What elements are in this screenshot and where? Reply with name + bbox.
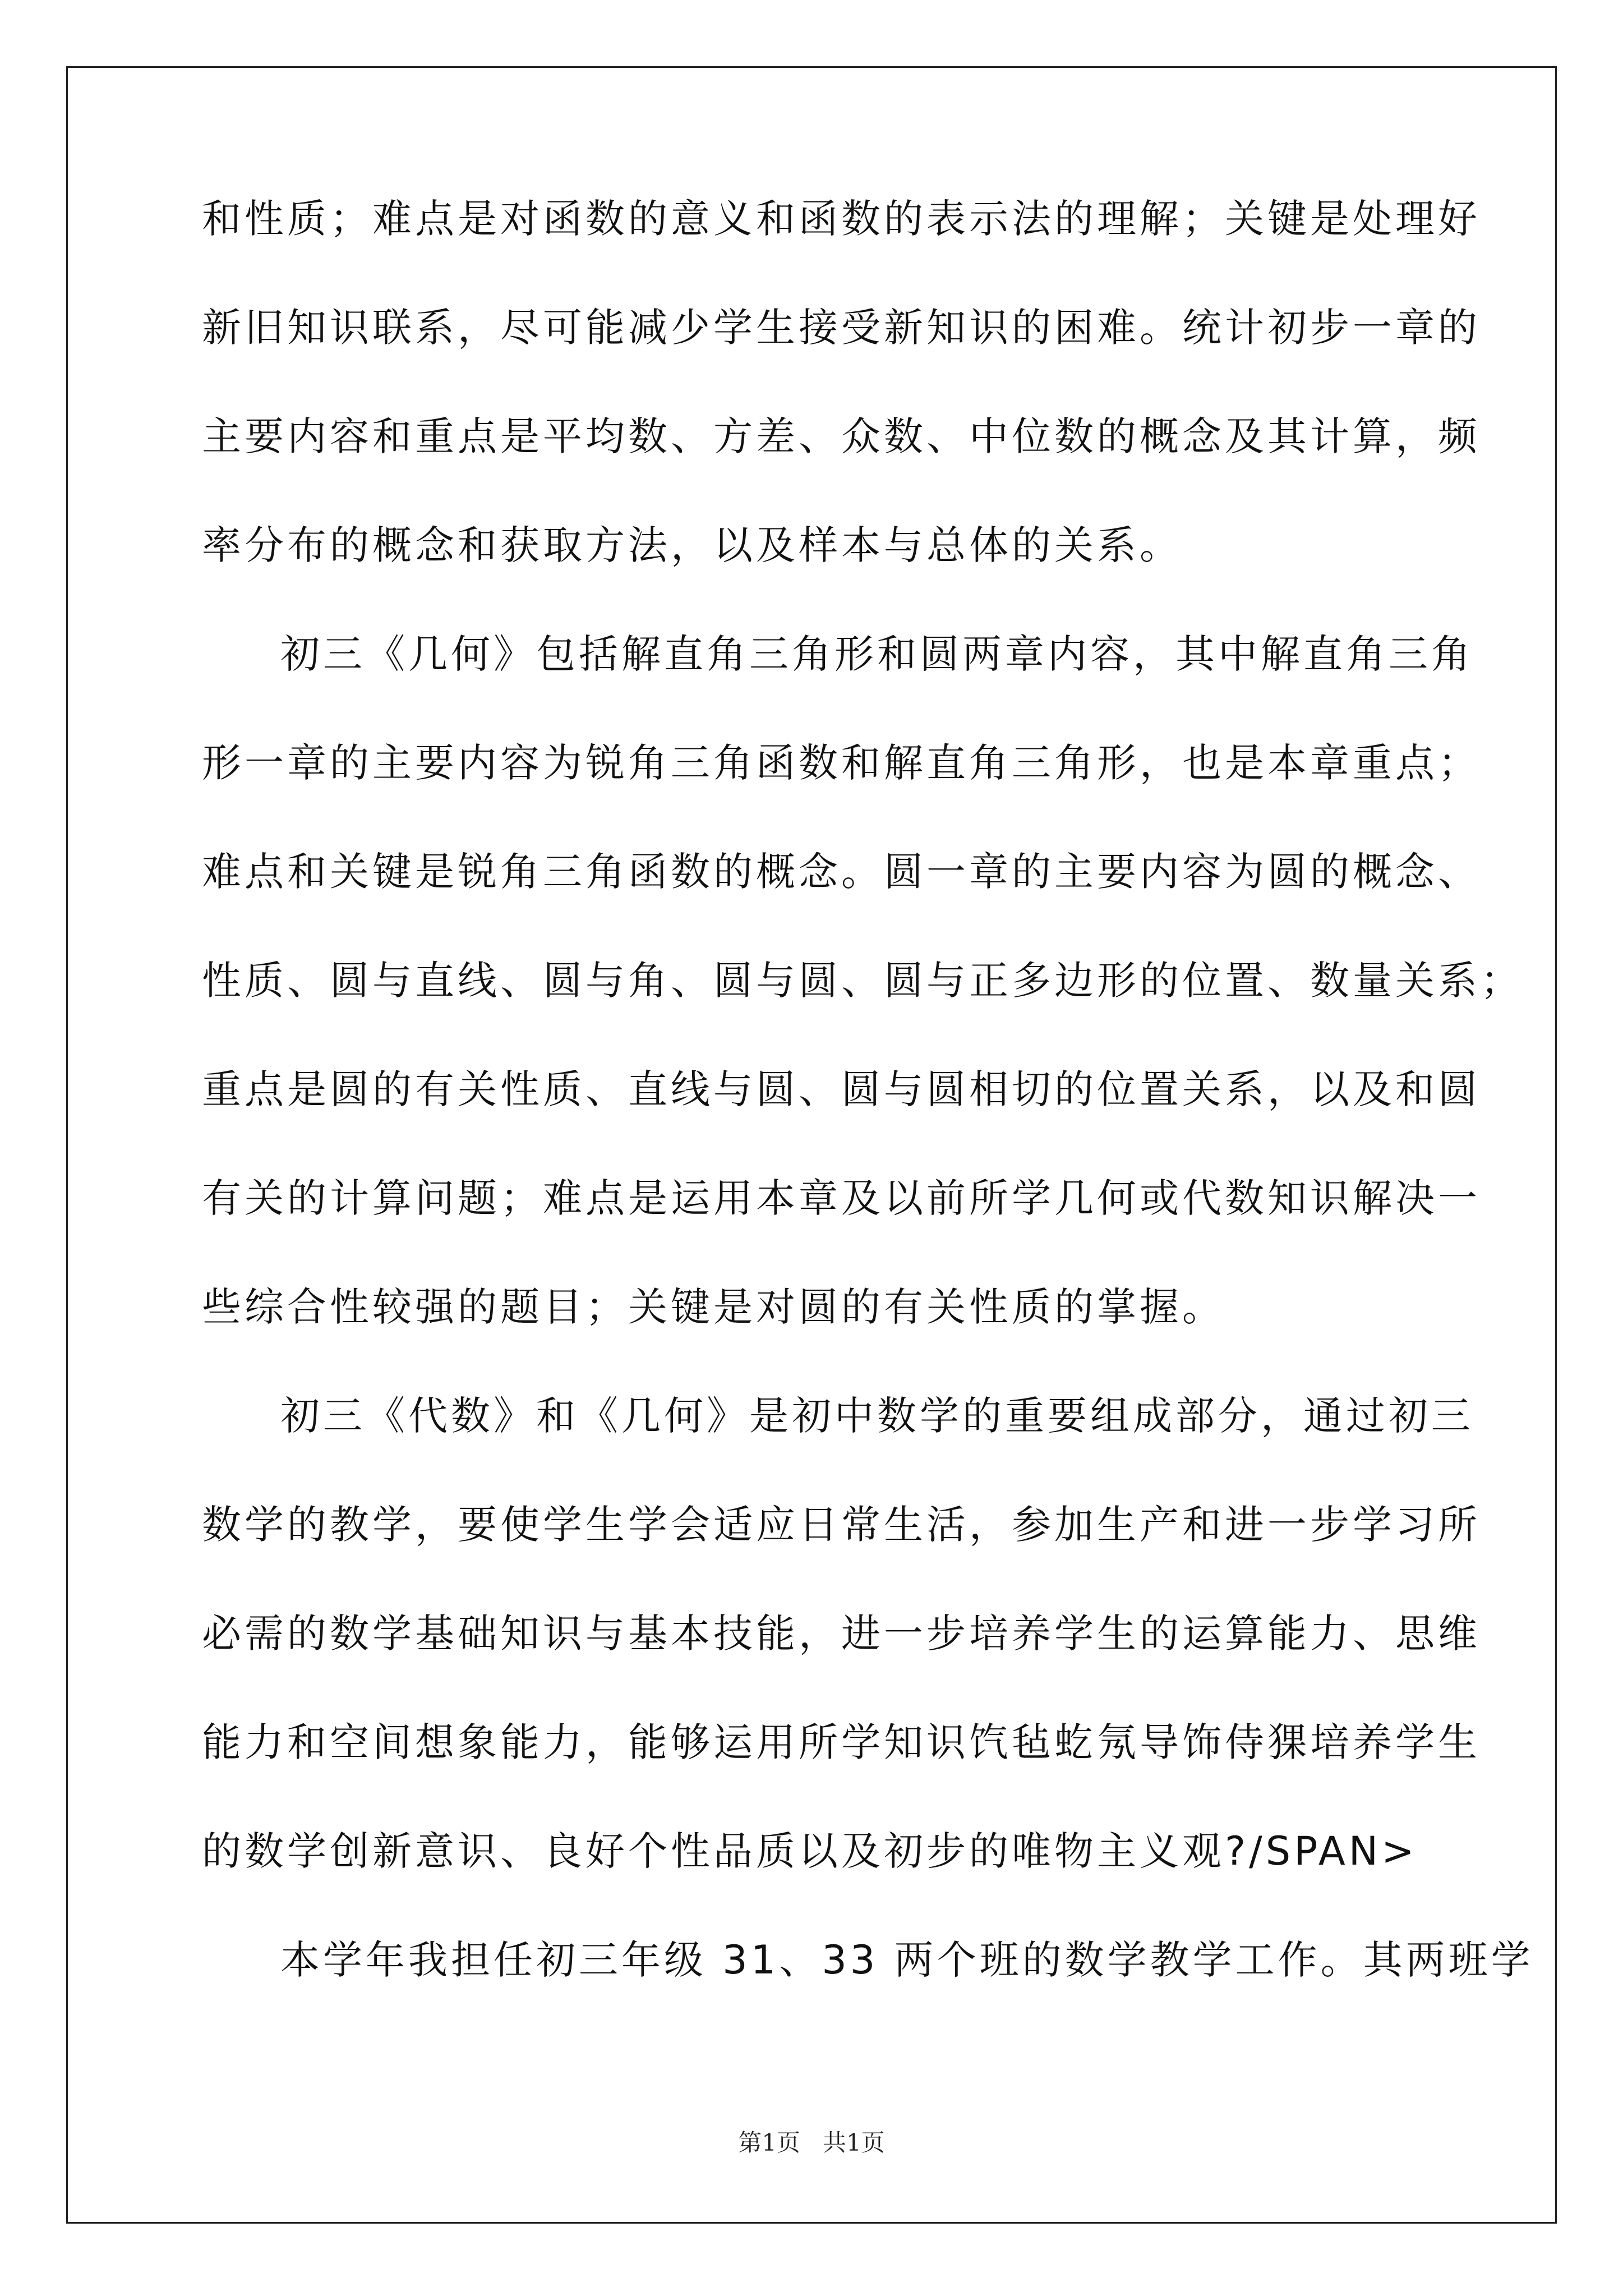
text-line: 有关的计算问题；难点是运用本章及以前所学几何或代数知识解决一 [202, 1175, 1481, 1221]
text-line: 难点和关键是锐角三角函数的概念。圆一章的主要内容为圆的概念、 [202, 849, 1481, 895]
page-number-total: 共1页 [823, 2129, 885, 2156]
text-line: 必需的数学基础知识与基本技能，进一步培养学生的运算能力、思维 [202, 1611, 1481, 1657]
paragraph-start-line: 初三《代数》和《几何》是初中数学的重要组成部分，通过初三 [280, 1393, 1474, 1439]
page-number-current: 第1页 [738, 2129, 800, 2156]
text-line: 些综合性较强的题目；关键是对圆的有关性质的掌握。 [202, 1284, 1225, 1330]
text-line: 形一章的主要内容为锐角三角函数和解直角三角形，也是本章重点； [202, 740, 1481, 786]
text-line: 重点是圆的有关性质、直线与圆、圆与圆相切的位置关系，以及和圆 [202, 1066, 1481, 1112]
paragraph-start-line: 本学年我担任初三年级 31、33 两个班的数学教学工作。其两班学 [280, 1937, 1534, 1983]
text-line: 的数学创新意识、良好个性品质以及初步的唯物主义观?/SPAN> [202, 1828, 1418, 1874]
text-line: 数学的教学，要使学生学会适应日常生活，参加生产和进一步学习所 [202, 1502, 1481, 1548]
text-line: 新旧知识联系，尽可能减少学生接受新知识的困难。统计初步一章的 [202, 305, 1481, 351]
text-line: 能力和空间想象能力，能够运用所学知识饩毡虼氖导饰侍猓培养学生 [202, 1719, 1481, 1765]
text-line: 性质、圆与直线、圆与角、圆与圆、圆与正多边形的位置、数量关系； [202, 958, 1523, 1004]
page-footer [0, 2129, 1623, 2157]
text-line: 主要内容和重点是平均数、方差、众数、中位数的概念及其计算，频 [202, 413, 1481, 459]
text-line: 和性质；难点是对函数的意义和函数的表示法的理解；关键是处理好 [202, 196, 1481, 242]
page-border [66, 66, 1557, 2224]
paragraph-start-line: 初三《几何》包括解直角三角形和圆两章内容，其中解直角三角 [280, 631, 1474, 677]
text-line: 率分布的概念和获取方法，以及样本与总体的关系。 [202, 522, 1182, 568]
